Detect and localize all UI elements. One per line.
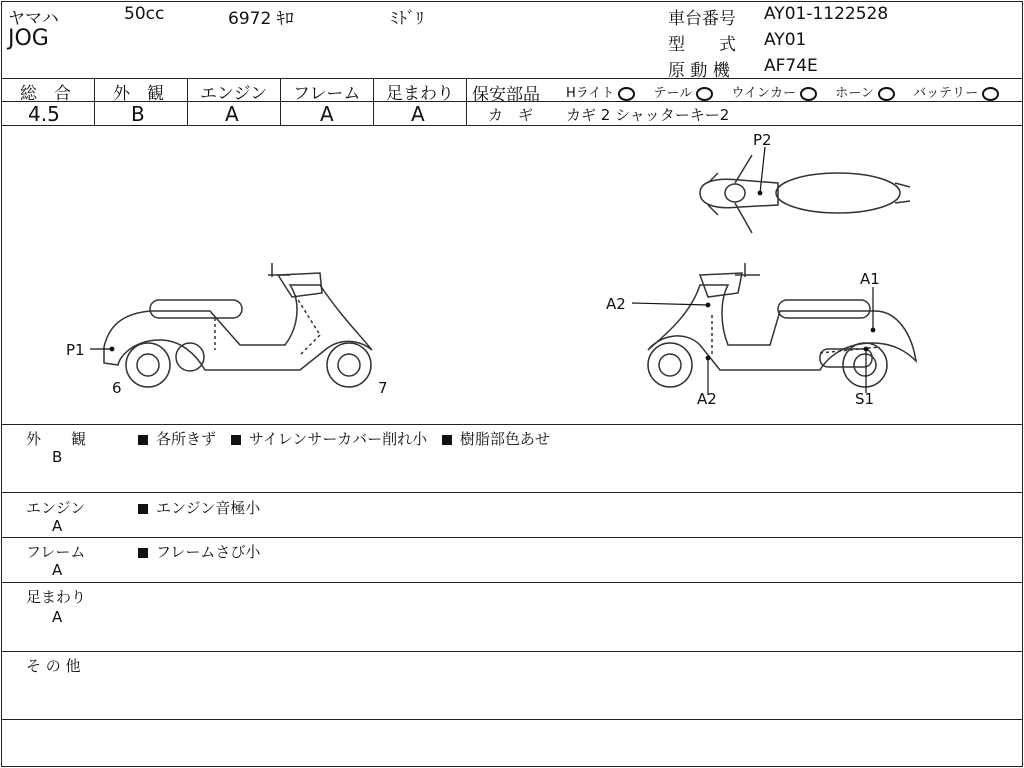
score-label: 総 合 xyxy=(20,84,71,104)
ok-circle-icon xyxy=(800,87,817,101)
bullet-square-icon xyxy=(138,435,148,445)
bullet-square-icon xyxy=(138,548,148,558)
score-value: B xyxy=(131,102,145,126)
bullet-square-icon xyxy=(442,435,452,445)
label-p1: P1 xyxy=(66,341,85,359)
left-side-view xyxy=(104,263,372,387)
score-value: A xyxy=(411,102,425,126)
score-label: 足まわり xyxy=(386,84,454,104)
section-notes: エンジン音極小 xyxy=(138,497,260,518)
score-value: A xyxy=(320,102,334,126)
engine-label: 原 動 機 xyxy=(668,61,730,81)
safety-item-headlight: Hライト xyxy=(566,86,635,101)
model-name: JOG xyxy=(8,26,49,51)
mileage: 6972 ｷﾛ xyxy=(228,9,294,29)
maker: ヤマハ xyxy=(8,9,59,29)
label-s1: S1 xyxy=(855,390,875,408)
section-title: フレーム xyxy=(26,543,86,561)
displacement: 50cc xyxy=(124,4,165,24)
safety-items xyxy=(566,82,999,101)
ok-circle-icon xyxy=(982,87,999,101)
safety-item-battery: バッテリー xyxy=(913,86,999,101)
section-notes: 各所きず サイレンサーカバー削れ小 樹脂部色あせ xyxy=(138,428,550,449)
type-value: AY01 xyxy=(764,30,807,50)
label-p2: P2 xyxy=(753,131,772,149)
score-value: 4.5 xyxy=(28,102,60,126)
safety-label: 保安部品 xyxy=(472,85,540,105)
section-grade: B xyxy=(52,448,63,466)
label-7: 7 xyxy=(378,379,388,397)
ok-circle-icon xyxy=(696,87,713,101)
section-title: そ の 他 xyxy=(26,657,81,675)
frame-no: AY01-1122528 xyxy=(764,4,889,24)
bullet-square-icon xyxy=(138,504,148,514)
ok-circle-icon xyxy=(878,87,895,101)
label-a2-upper: A2 xyxy=(606,295,626,313)
key-label: カ ギ xyxy=(488,106,534,124)
bullet-square-icon xyxy=(231,435,241,445)
key-value: カギ 2 シャッターキー2 xyxy=(566,106,730,124)
label-a1: A1 xyxy=(860,270,880,288)
section-grade: A xyxy=(52,561,63,579)
label-6: 6 xyxy=(112,379,122,397)
section-grade: A xyxy=(52,517,63,535)
section-title: 足まわり xyxy=(26,588,87,606)
label-a2-lower: A2 xyxy=(697,390,717,408)
score-label: フレーム xyxy=(293,84,361,104)
type-label: 型 式 xyxy=(668,35,736,55)
frame-no-label: 車台番号 xyxy=(668,9,736,29)
score-label: エンジン xyxy=(200,84,268,104)
ok-circle-icon xyxy=(618,87,635,101)
section-title: 外 観 xyxy=(26,430,87,448)
top-view xyxy=(700,155,910,233)
engine-value: AF74E xyxy=(764,56,818,76)
body-color: ﾐﾄﾞﾘ xyxy=(390,9,424,29)
section-notes: フレームさび小 xyxy=(138,541,260,562)
leader-lines xyxy=(90,147,875,395)
score-label: 外 観 xyxy=(113,84,164,104)
section-grade: A xyxy=(52,608,63,626)
safety-item-tail: テール xyxy=(654,86,714,101)
safety-item-horn: ホーン xyxy=(835,86,895,101)
safety-item-winker: ウインカー xyxy=(731,86,817,101)
section-title: エンジン xyxy=(26,499,86,517)
score-value: A xyxy=(225,102,239,126)
